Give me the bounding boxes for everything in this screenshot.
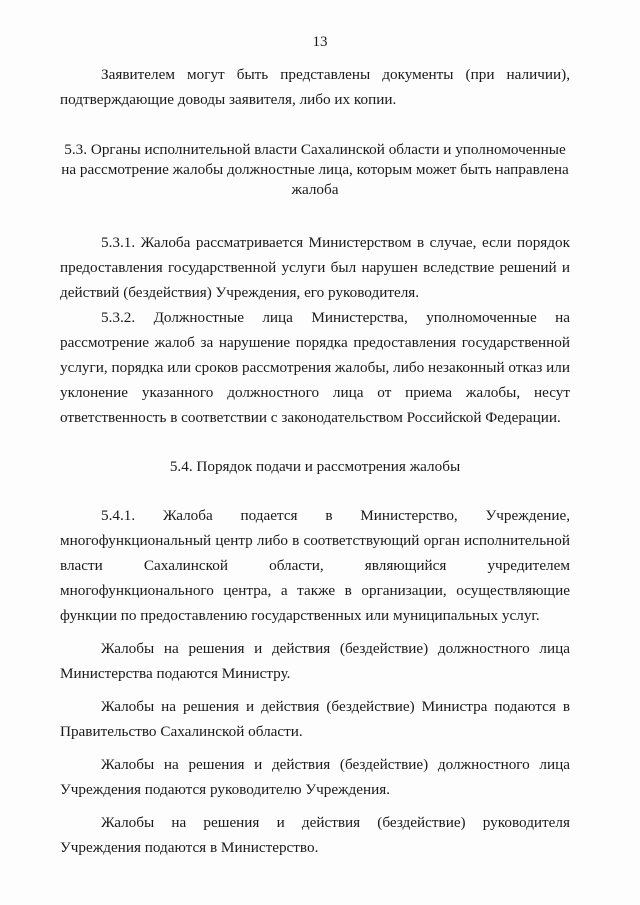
section-heading-5-4: 5.4. Порядок подачи и рассмотрения жалобы [169, 458, 461, 475]
paragraph-institution-head: Жалобы на решения и действия (бездействие) руководителя Учреждения подаются в Министерство. [60, 814, 570, 856]
paragraph-institution-official: Жалобы на решения и действия (бездействие) должностного лица Учреждения подаются руководителю Учреждения. [60, 756, 570, 798]
paragraph-5-3-1: 5.3.1. Жалоба рассматривается Министерством в случае, если порядок предоставления государственной услуги был нарушен вследствие решений и действий (бездействия) Учреждения, его руководителя. [60, 234, 570, 301]
paragraph-5-4-1: 5.4.1. Жалоба подается в Министерство, Учреждение, многофункциональный центр либо в соответствующий орган исполнительной власти Сахалинской области, являющийся учредителем многофункционального центра, а также в организации, осуществляющие функции по предоставлению государственных или муниципальных услуг. [60, 507, 570, 624]
section-heading-5-3: 5.3. Органы исполнительной власти Сахалинской области и уполномоченные на рассмотрение жалобы должностные лица, которым может быть направлена жалоба [61, 141, 569, 198]
paragraph-ministry-official: Жалобы на решения и действия (бездействие) должностного лица Министерства подаются Министру. [60, 640, 570, 682]
paragraph-minister: Жалобы на решения и действия (бездействие) Министра подаются в Правительство Сахалинской области. [60, 698, 570, 740]
paragraph-documents: Заявителем могут быть представлены документы (при наличии), подтверждающие доводы заявителя, либо их копии. [60, 66, 570, 108]
page-number: 13 [312, 34, 328, 50]
paragraph-5-3-2: 5.3.2. Должностные лица Министерства, уполномоченные на рассмотрение жалоб за нарушение порядка предоставления государственной услуги, порядка или сроков рассмотрения жалобы, либо незаконный отказ или уклонение указанного должностного лица от приема жалобы, несут ответственность в соответствии с законодательством Российской Федерации. [60, 309, 570, 426]
document-body [60, 62, 570, 860]
